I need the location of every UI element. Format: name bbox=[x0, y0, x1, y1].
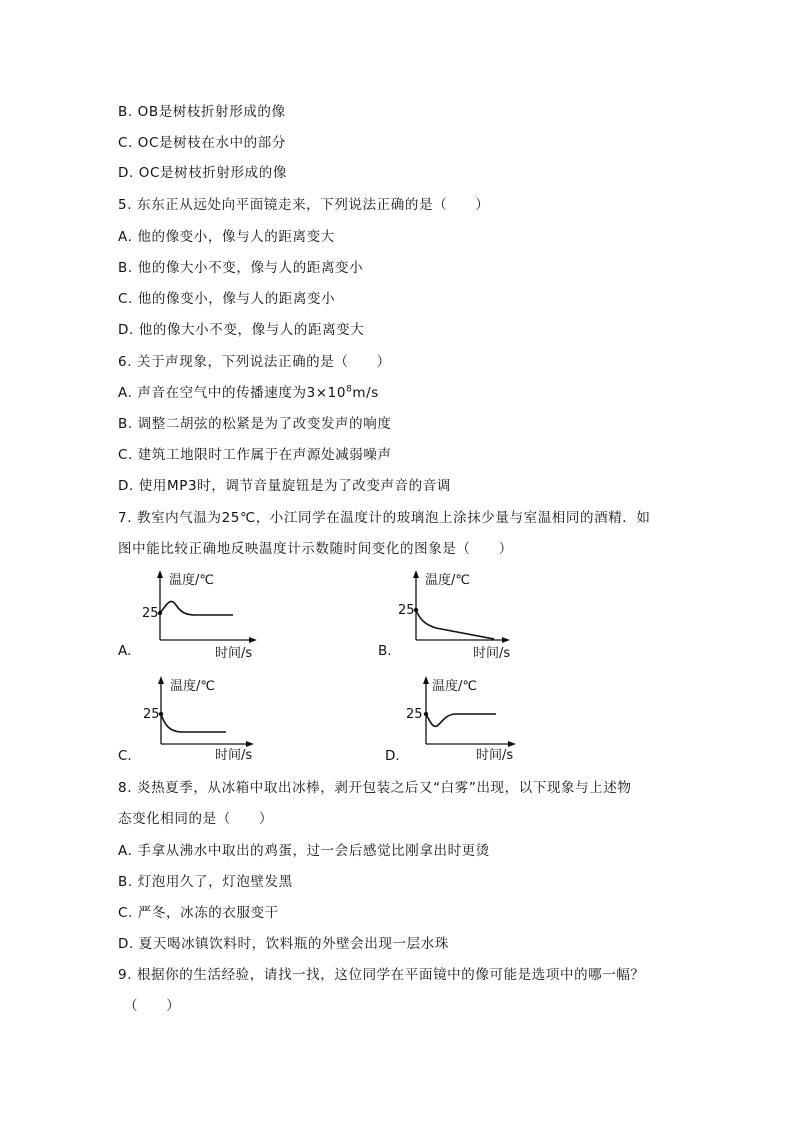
graph-c-tick: 25 bbox=[143, 707, 160, 722]
question-5-option-b: B. 他的像大小不变，像与人的距离变小 bbox=[118, 260, 364, 276]
graph-b-tick: 25 bbox=[398, 603, 415, 618]
graph-c-option-label: C. bbox=[118, 748, 132, 764]
question-5-option-a: A. 他的像变小，像与人的距离变大 bbox=[118, 229, 335, 245]
graph-d-xlabel: 时间/s bbox=[476, 748, 514, 763]
question-6-option-c: C. 建筑工地限时工作属于在声源处减弱噪声 bbox=[118, 447, 392, 463]
exponent: 8 bbox=[346, 384, 353, 395]
option-c-line: C. OC是树枝在水中的部分 bbox=[118, 135, 286, 151]
question-5-option-c: C. 他的像变小，像与人的距离变小 bbox=[118, 291, 336, 307]
question-5-option-d: D. 他的像大小不变，像与人的距离变大 bbox=[118, 322, 365, 338]
question-8-option-d: D. 夏天喝冰镇饮料时，饮料瓶的外壁会出现一层水珠 bbox=[118, 936, 449, 952]
graph-c bbox=[142, 674, 267, 769]
question-9-stem-line-1: 9. 根据你的生活经验，请找一找，这位同学在平面镜中的像可能是选项中的哪一幅？ bbox=[118, 967, 645, 983]
graph-c-xlabel: 时间/s bbox=[215, 748, 253, 763]
question-6-option-d: D. 使用MP3时，调节音量旋钮是为了改变声音的音调 bbox=[118, 478, 451, 494]
question-6-option-a: A. 声音在空气中的传播速度为$3\times 10^8m/s$ bbox=[118, 384, 379, 401]
question-6-option-b: B. 调整二胡弦的松紧是为了改变发声的响度 bbox=[118, 416, 392, 432]
question-8-option-b: B. 灯泡用久了，灯泡壁发黑 bbox=[118, 874, 293, 890]
graph-c-ylabel: 温度/℃ bbox=[170, 679, 215, 694]
graph-a-ylabel: 温度/℃ bbox=[169, 573, 214, 588]
question-8-stem-line-2: 态变化相同的是（ ） bbox=[118, 811, 274, 827]
question-8-stem-line-1: 8. 炎热夏季，从冰箱中取出冰棒，剥开包装之后又“白雾”出现，以下现象与上述物 bbox=[118, 780, 632, 796]
graph-b bbox=[398, 568, 523, 663]
graph-d-ylabel: 温度/℃ bbox=[432, 679, 477, 694]
graph-a-option-label: A. bbox=[118, 643, 132, 659]
question-5-stem: 5. 东东正从远处向平面镜走来，下列说法正确的是（ ） bbox=[118, 197, 490, 213]
option-b-line: B. OB是树枝折射形成的像 bbox=[118, 104, 286, 120]
graph-b-option-label: B. bbox=[378, 643, 392, 659]
graph-a-tick: 25 bbox=[142, 606, 159, 621]
question-7-stem-line-1: 7. 教室内气温为25℃，小江同学在温度计的玻璃泡上涂抹少量与室温相同的酒精．如 bbox=[118, 510, 651, 526]
graph-b-ylabel: 温度/℃ bbox=[425, 573, 470, 588]
graph-a bbox=[140, 568, 265, 663]
graph-d-option-label: D. bbox=[385, 748, 400, 764]
graph-a-xlabel: 时间/s bbox=[215, 646, 253, 661]
graph-d bbox=[404, 674, 529, 769]
question-8-option-c: C. 严冬，冰冻的衣服变干 bbox=[118, 905, 279, 921]
question-9-stem-line-2: （ ） bbox=[124, 998, 181, 1014]
option-d-line: D. OC是树枝折射形成的像 bbox=[118, 165, 287, 181]
graph-d-tick: 25 bbox=[406, 707, 423, 722]
graph-b-xlabel: 时间/s bbox=[473, 646, 511, 661]
question-6-stem: 6. 关于声现象，下列说法正确的是（ ） bbox=[118, 354, 391, 370]
question-7-stem-line-2: 图中能比较正确地反映温度计示数随时间变化的图象是（ ） bbox=[118, 541, 513, 557]
question-8-option-a: A. 手拿从沸水中取出的鸡蛋，过一会后感觉比刚拿出时更烫 bbox=[118, 843, 490, 859]
